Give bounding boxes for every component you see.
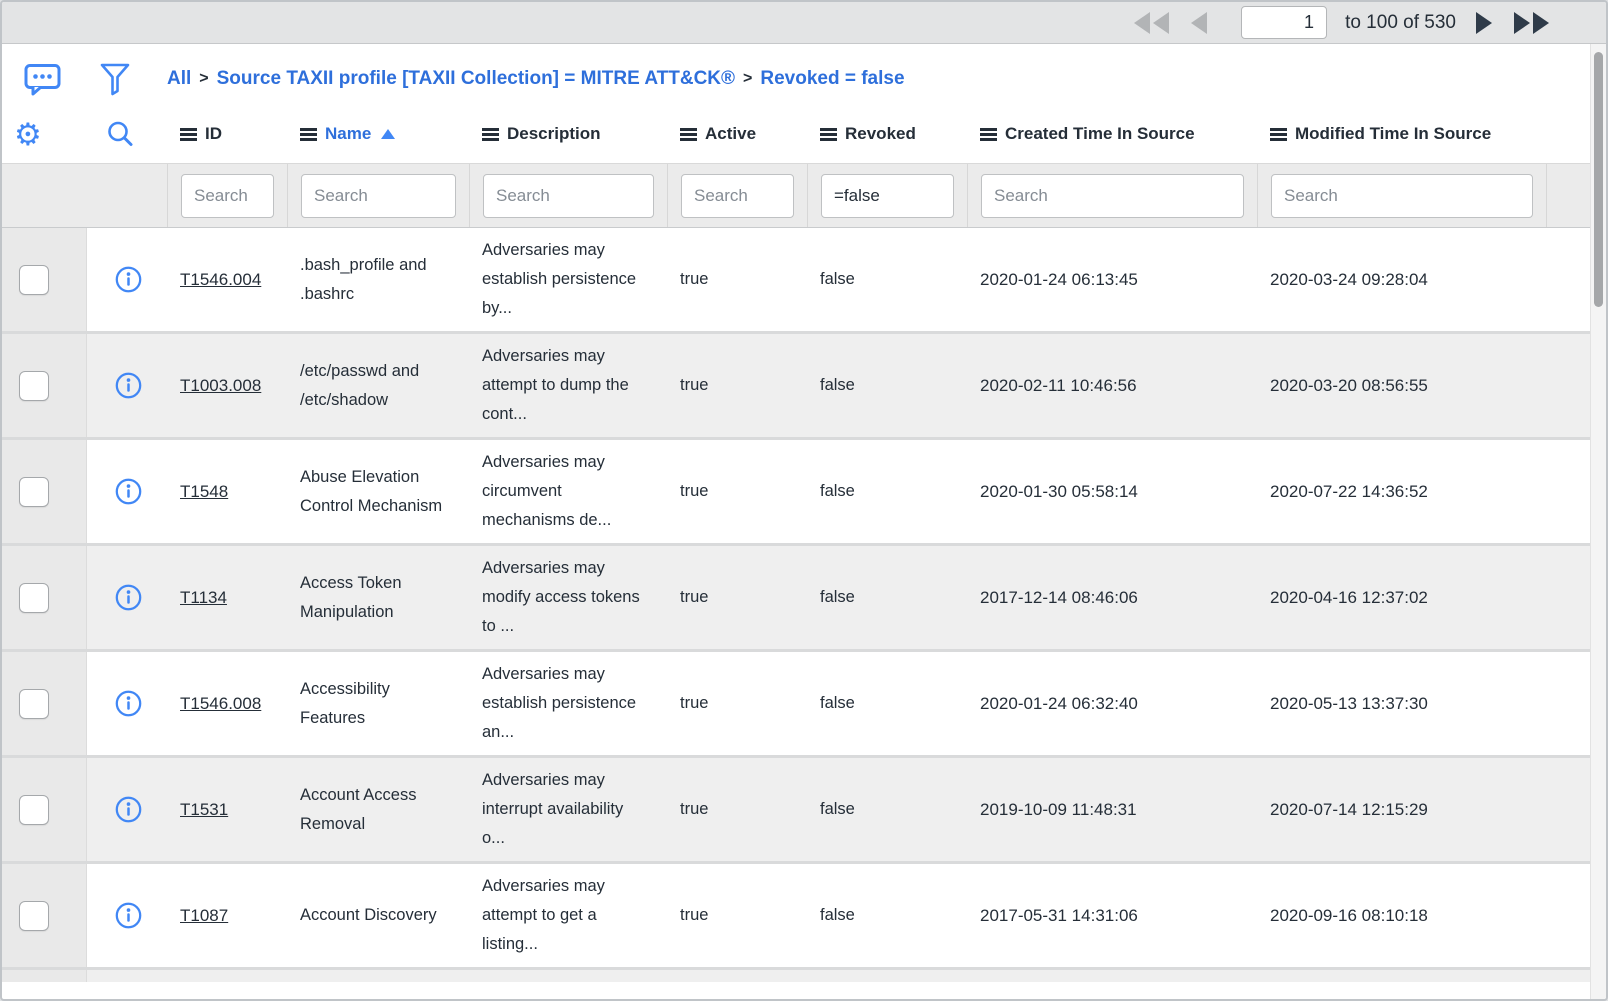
column-header-row <box>2 114 1590 163</box>
record-link[interactable]: T1531 <box>180 800 229 819</box>
revoked-value: false <box>820 800 855 818</box>
funnel-icon <box>99 62 131 96</box>
chat-bubble-icon <box>24 63 61 96</box>
column-label: Modified Time In Source <box>1295 124 1492 143</box>
description-value: Adversaries may attempt to dump the cont... <box>482 347 629 423</box>
modified-time-value: 2020-04-16 12:37:02 <box>1270 588 1428 607</box>
created-time-value: 2020-01-24 06:32:40 <box>980 694 1138 713</box>
record-link[interactable]: T1546.004 <box>180 270 262 289</box>
table-row <box>2 758 1590 864</box>
modified-time-value: 2020-07-22 14:36:52 <box>1270 482 1428 501</box>
table-row <box>2 652 1590 758</box>
search-icon <box>105 119 135 149</box>
revoked-search-input[interactable] <box>821 174 954 218</box>
breadcrumb <box>167 68 905 90</box>
info-icon[interactable] <box>115 690 142 717</box>
table-row <box>2 334 1590 440</box>
sort-ascending-icon <box>381 129 395 139</box>
modified-time-value: 2020-09-16 08:10:18 <box>1270 906 1428 925</box>
column-filter-row <box>2 163 1590 228</box>
column-label: Name <box>325 124 372 143</box>
first-page-icon <box>1153 12 1169 34</box>
table-body <box>2 228 1590 982</box>
name-value: Account Discovery <box>300 906 437 924</box>
record-link[interactable]: T1087 <box>180 906 229 925</box>
name-value: .bash_profile and .bashrc <box>300 255 427 303</box>
revoked-value: false <box>820 906 855 924</box>
first-page-button[interactable] <box>1132 10 1171 36</box>
name-value: /etc/passwd and /etc/shadow <box>300 361 420 409</box>
column-menu-icon[interactable] <box>180 128 197 141</box>
column-label: Active <box>705 124 757 143</box>
created-time-value: 2017-05-31 14:31:06 <box>980 906 1138 925</box>
revoked-value: false <box>820 270 855 288</box>
revoked-value: false <box>820 376 855 394</box>
row-checkbox[interactable] <box>19 901 49 931</box>
active-value: true <box>680 376 709 394</box>
row-checkbox[interactable] <box>19 689 49 719</box>
column-header-id[interactable] <box>167 124 287 144</box>
record-link[interactable]: T1134 <box>180 588 227 607</box>
revoked-value: false <box>820 694 855 712</box>
row-checkbox[interactable] <box>19 583 49 613</box>
column-label: Revoked <box>845 124 916 143</box>
list-search-cell <box>87 119 167 149</box>
row-checkbox[interactable] <box>19 265 49 295</box>
active-value: true <box>680 482 709 500</box>
created-time-value: 2019-10-09 11:48:31 <box>980 800 1137 819</box>
breadcrumb-revoked-filter-link[interactable]: Revoked = false <box>760 68 905 89</box>
column-label: ID <box>205 124 222 143</box>
breadcrumb-taxii-filter-link[interactable]: Source TAXII profile [TAXII Collection] = MITRE ATT&CK® <box>216 68 736 89</box>
breadcrumb-separator: > <box>743 70 753 87</box>
revoked-value: false <box>820 482 855 500</box>
search-button[interactable] <box>105 119 135 149</box>
column-label: Created Time In Source <box>1005 124 1195 143</box>
record-link[interactable]: T1003.008 <box>180 376 262 395</box>
breadcrumb-all-link[interactable]: All <box>167 68 192 89</box>
created-time-value: 2020-01-30 05:58:14 <box>980 482 1138 501</box>
previous-page-button[interactable] <box>1189 10 1209 36</box>
info-icon[interactable] <box>115 478 142 505</box>
description-value: Adversaries may establish persistence an... <box>482 665 637 741</box>
table-row <box>2 440 1590 546</box>
active-value: true <box>680 694 709 712</box>
table-row <box>2 864 1590 970</box>
info-icon[interactable] <box>115 372 142 399</box>
active-value: true <box>680 800 709 818</box>
active-value: true <box>680 906 709 924</box>
pagination-bar <box>2 2 1606 44</box>
id-search-input[interactable] <box>181 174 274 218</box>
name-value: Access Token Manipulation <box>300 573 402 621</box>
list-toolbar <box>2 44 1590 114</box>
table-row <box>2 228 1590 334</box>
next-page-icon <box>1476 12 1492 34</box>
column-menu-icon[interactable] <box>980 128 997 141</box>
column-header-revoked[interactable] <box>807 124 967 144</box>
column-header-created-time[interactable] <box>967 124 1257 144</box>
gear-icon[interactable]: ⚙ <box>14 116 42 152</box>
table-row <box>2 546 1590 652</box>
description-value: Adversaries may establish persistence by... <box>482 241 637 317</box>
filter-button[interactable] <box>99 62 131 96</box>
last-page-button[interactable] <box>1512 10 1551 36</box>
column-menu-icon[interactable] <box>820 128 837 141</box>
column-header-modified-time[interactable] <box>1257 124 1547 144</box>
description-value: Adversaries may circumvent mechanisms de... <box>482 453 612 529</box>
scrollbar-thumb[interactable] <box>1594 52 1603 307</box>
list-controls-cell <box>2 116 87 152</box>
active-value: true <box>680 270 709 288</box>
pagination-range-label: to 100 of 530 <box>1345 11 1456 33</box>
column-header-active[interactable] <box>667 124 807 144</box>
column-header-description[interactable] <box>469 124 667 144</box>
next-page-button[interactable] <box>1474 10 1494 36</box>
name-value: Accessibility Features <box>300 679 390 727</box>
row-checkbox[interactable] <box>19 371 49 401</box>
modified-time-value: 2020-07-14 12:15:29 <box>1270 800 1428 819</box>
name-value: Account Access Removal <box>300 785 417 833</box>
column-label: Description <box>507 124 601 143</box>
description-value: Adversaries may attempt to get a listing... <box>482 877 605 953</box>
info-icon[interactable] <box>115 266 142 293</box>
column-menu-icon[interactable] <box>680 128 697 141</box>
info-icon[interactable] <box>115 584 142 611</box>
record-link[interactable]: T1546.008 <box>180 694 262 713</box>
description-search-input[interactable] <box>483 174 654 218</box>
info-icon[interactable] <box>115 796 142 823</box>
column-menu-icon[interactable] <box>300 128 317 141</box>
name-value: Abuse Elevation Control Mechanism <box>300 467 443 515</box>
modified-time-search-input[interactable] <box>1271 174 1533 218</box>
row-checkbox[interactable] <box>19 477 49 507</box>
created-time-value: 2020-01-24 06:13:45 <box>980 270 1138 289</box>
last-page-icon <box>1533 12 1549 34</box>
breadcrumb-separator: > <box>199 70 209 87</box>
name-search-input[interactable] <box>301 174 456 218</box>
modified-time-value: 2020-03-20 08:56:55 <box>1270 376 1428 395</box>
created-time-value: 2020-02-11 10:46:56 <box>980 376 1137 395</box>
active-value: true <box>680 588 709 606</box>
revoked-value: false <box>820 588 855 606</box>
created-time-value: 2017-12-14 08:46:06 <box>980 588 1138 607</box>
description-value: Adversaries may interrupt availability o... <box>482 771 624 847</box>
active-search-input[interactable] <box>681 174 794 218</box>
info-icon[interactable] <box>115 902 142 929</box>
row-checkbox[interactable] <box>19 795 49 825</box>
modified-time-value: 2020-03-24 09:28:04 <box>1270 270 1428 289</box>
modified-time-value: 2020-05-13 13:37:30 <box>1270 694 1428 713</box>
table-row-partial <box>2 970 1590 982</box>
description-value: Adversaries may modify access tokens to ... <box>482 559 640 635</box>
created-time-search-input[interactable] <box>981 174 1244 218</box>
vertical-scrollbar[interactable] <box>1590 44 1606 999</box>
column-header-name[interactable] <box>287 124 469 144</box>
record-link[interactable]: T1548 <box>180 482 229 501</box>
column-menu-icon[interactable] <box>482 128 499 141</box>
column-menu-icon[interactable] <box>1270 128 1287 141</box>
last-page-icon <box>1514 12 1530 34</box>
first-page-icon <box>1134 12 1150 34</box>
page-number-input[interactable] <box>1241 6 1327 39</box>
activity-stream-button[interactable] <box>24 63 61 96</box>
previous-page-icon <box>1191 12 1207 34</box>
